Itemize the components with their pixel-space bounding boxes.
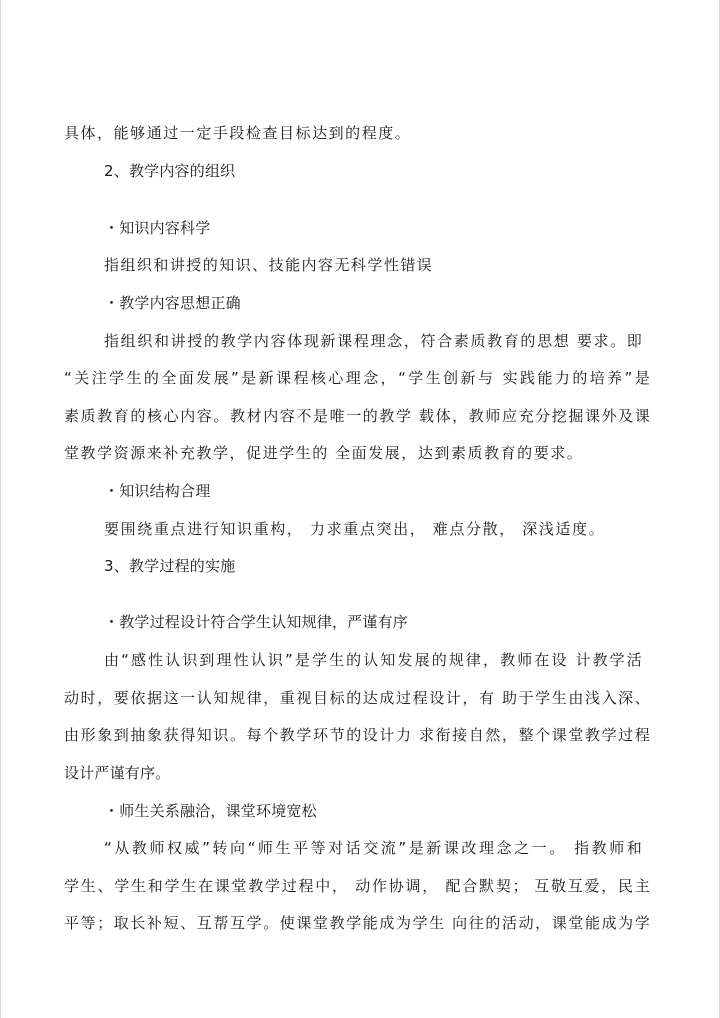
- body-text-line: 由形象到抽象获得知识。每个教学环节的设计力 求衔接自然，整个课堂教学过程: [64, 726, 650, 744]
- section-heading-teaching-content: 2、教学内容的组织: [104, 162, 236, 180]
- bullet-heading: ・知识内容科学: [104, 219, 211, 237]
- bullet-heading: ・教学过程设计符合学生认知规律，严谨有序: [104, 613, 409, 631]
- body-text-line: 指组织和讲授的教学内容体现新课程理念，符合素质教育的思想 要求。即: [104, 332, 642, 350]
- body-text-line: 素质教育的核心内容。教材内容不是唯一的教学 载体，教师应充分挖掘课外及课: [64, 407, 650, 425]
- body-text-line: 堂教学资源来补充教学，促进学生的 全面发展，达到素质教育的要求。: [64, 444, 582, 462]
- page-border-left: [0, 0, 1, 1018]
- section-heading-teaching-process: 3、教学过程的实施: [104, 557, 236, 575]
- body-text-line: 动时，要依据这一认知规律，重视目标的达成过程设计，有 助于学生由浅入深、: [64, 689, 650, 707]
- body-text-line: 具体，能够通过一定手段检查目标达到的程度。: [64, 124, 410, 142]
- body-text-line: 平等；取长补短、互帮互学。使课堂教学能成为学生 向往的活动，课堂能成为学: [64, 914, 650, 932]
- bullet-heading: ・教学内容思想正确: [104, 294, 241, 312]
- bullet-heading: ・师生关系融洽，课堂环境宽松: [104, 802, 317, 820]
- bullet-heading: ・知识结构合理: [104, 482, 211, 500]
- body-text-line: 设计严谨有序。: [64, 764, 171, 782]
- body-text-line: 由“感性认识到理性认识”是学生的认知发展的规律，教师在设 计教学活: [104, 651, 642, 669]
- body-text-line: 指组织和讲授的知识、技能内容无科学性错误: [104, 256, 432, 274]
- body-text-line: “关注学生的全面发展”是新课程核心理念，“学生创新与 实践能力的培养”是: [64, 369, 650, 387]
- body-text-line: 要围绕重点进行知识重构， 力求重点突出， 难点分散， 深浅适度。: [104, 520, 604, 538]
- body-text-line: “从教师权威”转向“师生平等对话交流”是新课改理念之一。 指教师和: [104, 839, 642, 857]
- body-text-line: 学生、学生和学生在课堂教学过程中， 动作协调， 配合默契； 互敬互爱，民主: [64, 877, 650, 895]
